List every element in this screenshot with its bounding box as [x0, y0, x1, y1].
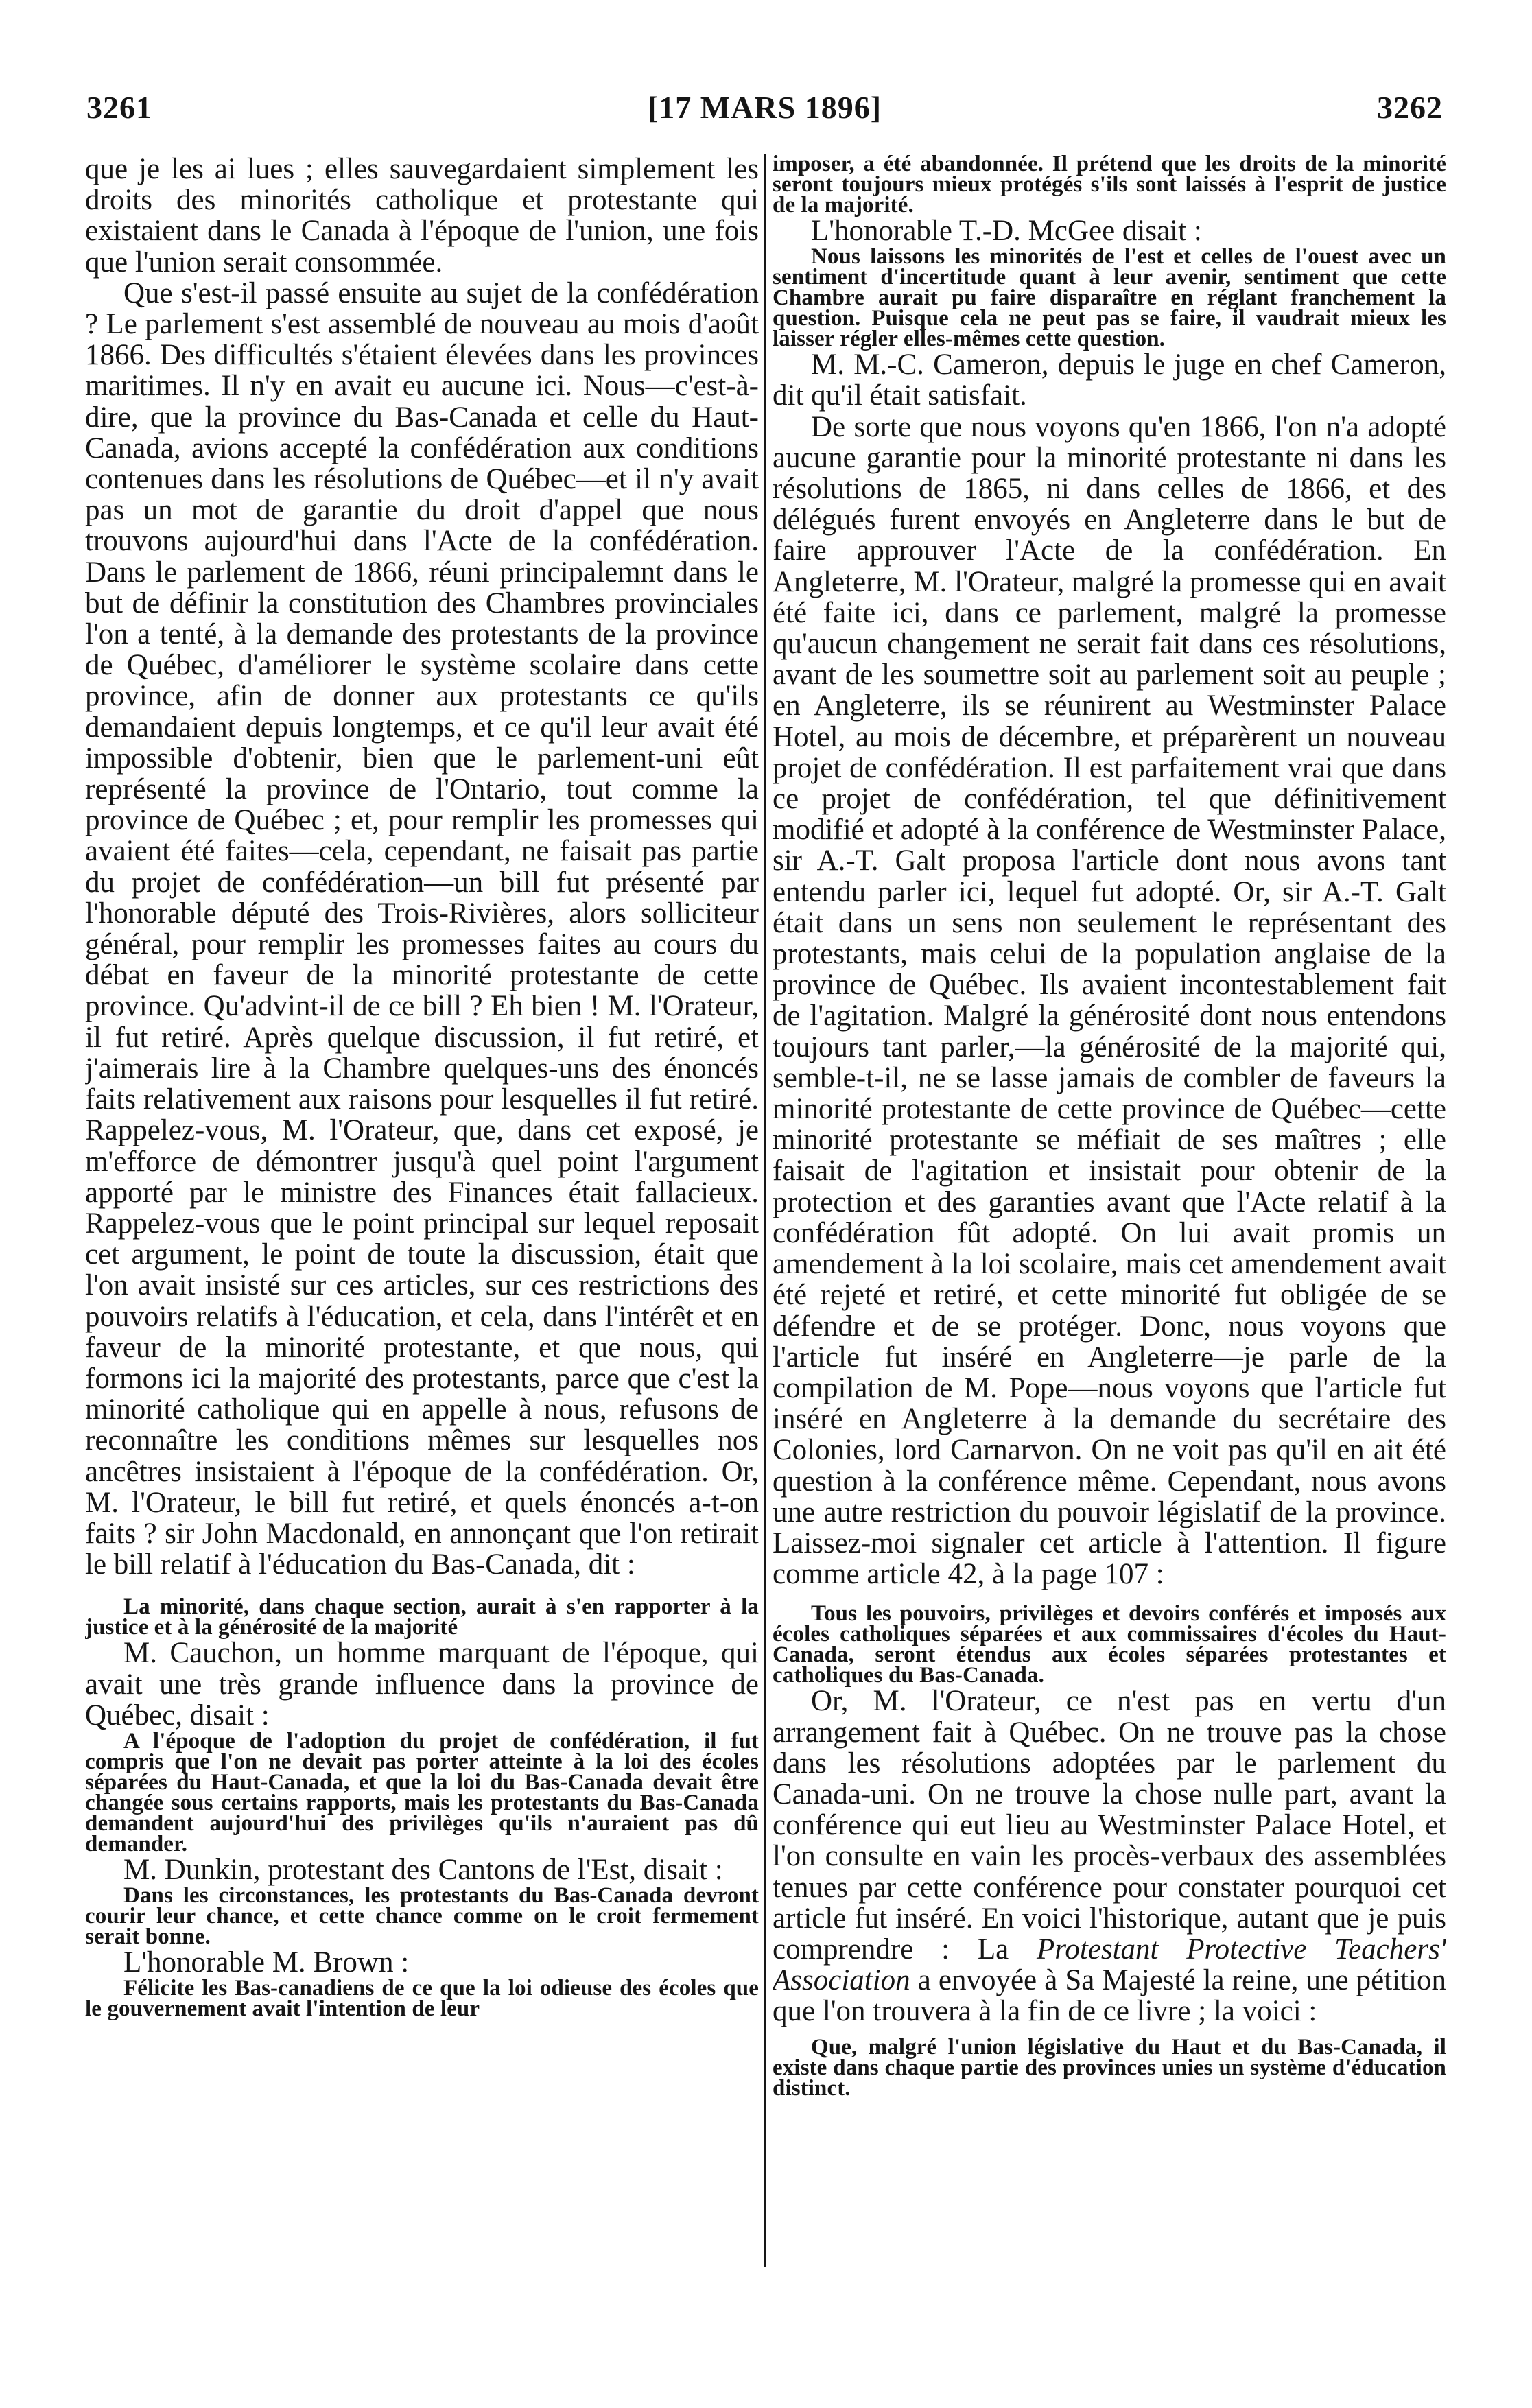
- paragraph: M. M.-C. Cameron, depuis le juge en chef Cameron, dit qu'il était satisfait.: [773, 349, 1446, 412]
- page-date: [17 MARS 1896]: [647, 90, 882, 125]
- block-quote: Félicite les Bas-canadiens de ce que la loi odieuse des écoles que le gouvernement avait l'intention de leur: [85, 1976, 759, 2022]
- block-quote: Tous les pouvoirs, privilèges et devoirs conférés et imposés aux écoles catholiques séparées et aux commissaires d'écoles du Haut-Canada, seront étendus aux écoles séparées protestantes et catholiques du Bas-Canada.: [773, 1601, 1446, 1688]
- block-quote: Que, malgré l'union législative du Haut et du Bas-Canada, il existe dans chaque partie des provinces unies un système d'éducation distinct.: [773, 2034, 1446, 2101]
- text-run: a envoyée à Sa Majesté la reine, une pétition que l'on trouvera à la fin de ce livre ; la voici :: [773, 1964, 1446, 2028]
- page-number-right: 3262: [1377, 90, 1443, 125]
- text-columns: [84, 154, 1446, 2294]
- paragraph: M. Cauchon, un homme marquant de l'époque, qui avait une très grande influence dans la province de Québec, disait :: [85, 1637, 759, 1732]
- text-run: Or, M. l'Orateur, ce n'est pas en vertu d'un arrangement fait à Québec. On ne trouve pas la chose dans les résolutions adoptées par le parlement du Canada-uni. On ne trouve la chose nulle part, avant la conférence qui eut lieu au Westminster Palace Hotel, et l'on consulte en vain les procès-verbaux des assemblées tenues par cette conférence pour constater pourquoi cet article fut inséré. En voici l'historique, autant que je puis comprendre : La: [773, 1685, 1446, 1966]
- paragraph: que je les ai lues ; elles sauvegardaient simplement les droits des minorités catholique et protestante qui existaient dans le Canada à l'époque de l'union, une fois que l'union serait consommée.: [85, 154, 759, 279]
- page-number-left: 3261: [86, 90, 152, 125]
- paragraph: [773, 1686, 1446, 2027]
- block-quote: imposer, a été abandonnée. Il prétend que les droits de la minorité seront toujours mieux protégés s'ils sont laissés à l'esprit de justice de la majorité.: [773, 154, 1446, 217]
- column-divider: [764, 154, 766, 2267]
- block-quote: A l'époque de l'adoption du projet de confédération, il fut compris que l'on ne devait pas porter atteinte à la loi des écoles séparées du Haut-Canada, et que la loi du Bas-Canada devait être changée sous certains rapports, mais les protestants du Bas-Canada demandent aujourd'hui des privilèges qu'ils n'auraient pas dû demander.: [85, 1728, 759, 1856]
- paragraph: L'honorable T.-D. McGee disait :: [811, 215, 1202, 247]
- right-column: [773, 154, 1446, 2280]
- paragraph: Que s'est-il passé ensuite au sujet de la confédération ? Le parlement s'est assemblé de nouveau au mois d'août 1866. Des difficultés s'étaient élevées dans les provinces maritimes. Il n'y en avait eu aucune ici. Nous—c'est-à-dire, que la province du Bas-Canada et celle du Haut-Canada, avions accepté la confédération aux conditions contenues dans les résolutions de Québec—et il n'y avait pas un mot de garantie du droit d'appel que nous trouvons aujourd'hui dans l'Acte de la confédération. Dans le parlement de 1866, réuni principalemnt dans le but de définir la constitution des Chambres provinciales l'on a tenté, à la demande des protestants de la province de Québec, d'améliorer le système scolaire dans cette province, afin de donner aux protestants ce qu'ils demandaient depuis longtemps, et ce qu'il leur avait été impossible d'obtenir, bien que le parlement-uni eût représenté la province de l'Ontario, tout comme la province de Québec ; et, pour remplir les promesses qui avaient été faites—cela, cependant, ne faisait pas partie du projet de confédération—un bill fut présenté par l'honorable député des Trois-Rivières, alors solliciteur général, pour remplir les promesses faites au cours du débat en faveur de la minorité protestante de cette province. Qu'advint-il de ce bill ? Eh bien ! M. l'Orateur, il fut retiré. Après quelque discussion, il fut retiré, et j'aimerais lire à la Chambre quelques-uns des énoncés faits relativement aux raisons pour lesquelles il fut retiré. Rappelez-vous, M. l'Orateur, que, dans cet exposé, je m'efforce de démontrer jusqu'à quel point l'argument apporté par le ministre des Finances était fallacieux. Rappelez-vous que le point principal sur lequel reposait cet argument, le point de toute la discussion, était que l'on avait insisté sur ces articles, sur ces restrictions des pouvoirs relatifs à l'éducation, et cela, dans l'intérêt et en faveur de la minorité protestante, et que nous, qui formons ici la majorité des protestants, parce que c'est la minorité catholique qui en appelle à nous, refusons de reconnaître les conditions mêmes sur lesquelles nos ancêtres insistaient à l'époque de la confédération. Or, M. l'Orateur, le bill fut retiré, et quels énoncés a-t-on faits ? sir John Macdonald, en annonçant que l'on retirait le bill relatif à l'éducation du Bas-Canada, dit :: [85, 276, 759, 1581]
- page-header: [84, 81, 1446, 136]
- block-quote: La minorité, dans chaque section, aurait à s'en rapporter à la justice et à la générosité de la majorité: [85, 1594, 759, 1640]
- paragraph: De sorte que nous voyons qu'en 1866, l'on n'a adopté aucune garantie pour la minorité protestante ni dans les résolutions de 1865, ni dans celles de 1866, et des délégués furent envoyés en Angleterre dans le but de faire approuver l'Acte de la confédération. En Angleterre, M. l'Orateur, malgré la promesse qui en avait été faite ici, dans ce parlement, malgré la promesse qu'aucun changement ne serait fait dans ces résolutions, avant de les soumettre soit au parlement soit au peuple ; en Angleterre, ils se réunirent au Westminster Palace Hotel, au mois de décembre, et préparèrent un nouveau projet de confédération. Il est parfaitement vrai que dans ce projet de confédération, tel que définitivement modifié et adopté à la conférence de Westminster Palace, sir A.-T. Galt proposa l'article dont nous avons tant entendu parler ici, lequel fut adopté. Or, sir A.-T. Galt était dans un sens non seulement le représentant des protestants, mais celui de la population anglaise de la province de Québec. Ils avaient incontestablement fait de l'agitation. Malgré la générosité dont nous entendons toujours tant parler,—la générosité de la majorité qui, semble-t-il, ne se lasse jamais de combler de faveurs la minorité protestante de cette province de Québec—cette minorité protestante se méfiait de ses maîtres ; elle faisait de l'agitation et insistait pour obtenir de la protection et des garanties avant que l'Acte relatif à la confédération fût adopté. On lui avait promis un amendement à la loi scolaire, mais cet amendement avait été rejeté et retiré, et cette minorité fut obligée de se défendre et de se protéger. Donc, nous voyons que l'article fut inséré en Angleterre—je parle de la compilation de M. Pope—nous voyons que l'article fut inséré en Angleterre à la demande du secrétaire des Colonies, lord Carnarvon. On ne voit pas qu'il en ait été question à la conférence même. Cependant, nous avons une autre restriction du pouvoir législatif de la province. Laissez-moi signaler cet article à l'attention. Il figure comme article 42, à la page 107 :: [773, 410, 1446, 1591]
- left-column: [85, 154, 759, 2280]
- block-quote: Dans les circonstances, les protestants du Bas-Canada devront courir leur chance, et cette chance comme on le croit fermement serait bonne.: [85, 1883, 759, 1950]
- paragraph: M. Dunkin, protestant des Cantons de l'Est, disait :: [123, 1853, 723, 1886]
- italic-association-name: Protestant Protective Teachers' Association: [773, 1933, 1446, 1997]
- paragraph: L'honorable M. Brown :: [123, 1946, 410, 1979]
- block-quote: Nous laissons les minorités de l'est et celles de l'ouest avec un sentiment d'incertitude quant à leur avenir, sentiment que cette Chambre aurait pu faire disparaître en réglant franchement la question. Puisque cela ne peut pas se faire, il vaudrait mieux les laisser régler elles-mêmes cette question.: [773, 244, 1446, 352]
